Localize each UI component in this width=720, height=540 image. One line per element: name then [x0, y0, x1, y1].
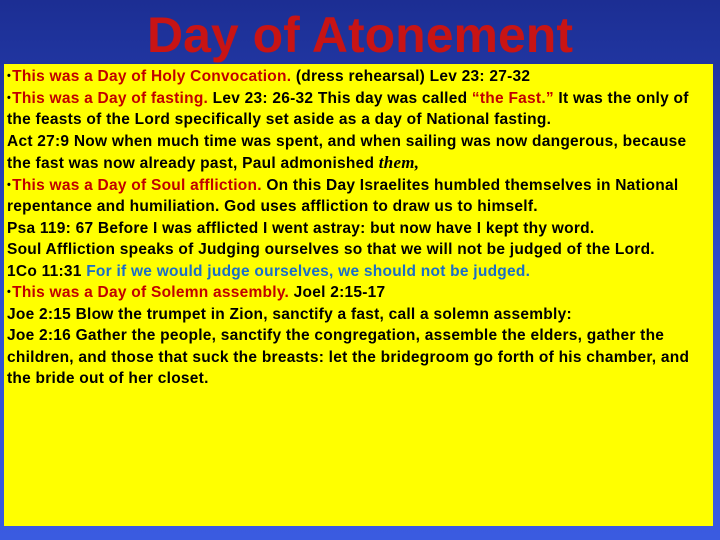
paragraph-soul-affliction — [7, 175, 709, 218]
point-solemn-assembly: This was a Day of Solemn assembly. — [12, 284, 290, 301]
paragraph-joel-2-16: Joe 2:16 Gather the people, sanctify the congregation, assemble the elders, gather the children, and those that suck the breasts: let the bridegroom go forth of his chamber, and the bride out of her closet. — [7, 327, 690, 387]
paragraph-acts-27-9 — [7, 131, 709, 175]
fasting-ref: Lev 23: 26-32 This day was called — [208, 89, 472, 107]
bullet: • — [7, 70, 12, 82]
paragraph-1co-11-31 — [7, 261, 709, 283]
slide-title: Day of Atonement — [147, 7, 573, 63]
point-holy-convocation: This was a Day of Holy Convocation. — [12, 68, 292, 85]
point-fasting: This was a Day of fasting. — [12, 89, 209, 107]
the-fast-quote: “the Fast.” — [471, 89, 554, 107]
paragraph-psalm-119-67: Psa 119: 67 Before I was afflicted I went astray: but now have I kept thy word. — [7, 219, 595, 237]
fasting-explanation: It was the only of the feasts of the Lord specifically set aside as a day of National fasting. — [7, 89, 689, 128]
joel-ref: Joel 2:15-17 — [289, 284, 386, 301]
paragraph-solemn-assembly — [7, 282, 709, 304]
1co-verse: For if we would judge ourselves, we should not be judged. — [86, 262, 531, 280]
soul-affliction-text: On this Day Israelites humbled themselves in National repentance and humiliation. God uses affliction to draw us to himself. — [7, 176, 679, 215]
acts-verse-end: them, — [378, 153, 420, 172]
1co-ref: 1Co 11:31 — [7, 262, 87, 280]
dress-rehearsal-ref: (dress rehearsal) Lev 23: 27-32 — [291, 68, 531, 85]
paragraph-holy-convocation — [7, 66, 709, 88]
bullet: • — [7, 178, 12, 191]
acts-verse: Act 27:9 Now when much time was spent, and when sailing was now dangerous, because the fast was now already past, Paul admonished — [7, 132, 687, 172]
point-soul-affliction: This was a Day of Soul affliction. — [12, 176, 262, 194]
paragraph-judging-ourselves: Soul Affliction speaks of Judging ourselves so that we will not be judged of the Lord. — [7, 241, 655, 258]
content-box — [4, 64, 713, 526]
bullet: • — [7, 286, 12, 298]
bullet: • — [7, 91, 12, 104]
paragraph-fasting — [7, 88, 709, 131]
paragraph-joel-2-15: Joe 2:15 Blow the trumpet in Zion, sanctify a fast, call a solemn assembly: — [7, 305, 572, 323]
